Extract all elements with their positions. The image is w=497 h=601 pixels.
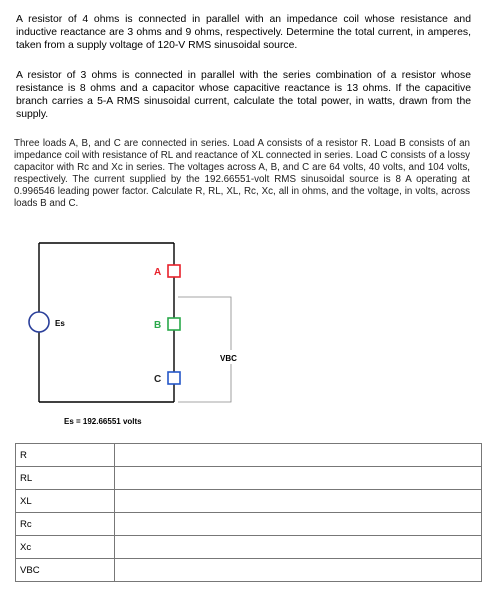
- load-c-box: [168, 372, 180, 384]
- table-row: [16, 467, 482, 490]
- load-b-box: [168, 318, 180, 330]
- problem-2-text: A resistor of 3 ohms is connected in parallel with the series combination of a resistor whose resistance is 8 ohms and a capacitor whose capacitive reactance is 13 ohms. If the capacitive branch carries a 5-A RMS sinusoidal current, calculate the total power, in watts, drawn from the supply.: [16, 70, 471, 120]
- load-a-box: [168, 265, 180, 277]
- load-a-label: A: [154, 267, 162, 278]
- answer-label: Xc: [16, 536, 115, 559]
- answer-label: Rc: [16, 513, 115, 536]
- answer-label: XL: [16, 490, 115, 513]
- problem-3-text: Three loads A, B, and C are connected in series. Load A consists of a resistor R. Load B consists of an impedance coil with resistance of RL and reactance of XL connected in series. Load C consists of a lossy capacitor with Rc and Xc in series. The voltages across A, B, and C are 64 volts, 40 volts, and 104 volts, respectively. The current supplied by the 192.66551-volt RMS sinusoidal source is 8 A operating at 0.996546 leading power factor. Calculate R, RL, XL, Rc, Xc, all in ohms, and the voltage, in volts, across loads B and C.: [14, 138, 470, 209]
- source-label: Es: [55, 319, 65, 328]
- table-row: [16, 490, 482, 513]
- answer-label: R: [16, 444, 115, 467]
- answer-cell[interactable]: [115, 559, 482, 582]
- answer-label: RL: [16, 467, 115, 490]
- answer-cell[interactable]: [115, 444, 482, 467]
- load-c-label: C: [154, 374, 162, 385]
- voltage-source-icon: [29, 312, 49, 332]
- source-value-label: Es = 192.66551 volts: [64, 417, 142, 426]
- answer-cell[interactable]: [115, 536, 482, 559]
- answer-label: VBC: [16, 559, 115, 582]
- table-row: [16, 513, 482, 536]
- answer-table: [15, 443, 482, 582]
- vbc-label: VBC: [220, 354, 237, 363]
- table-row: [16, 536, 482, 559]
- answer-cell[interactable]: [115, 513, 482, 536]
- table-row: [16, 444, 482, 467]
- vbc-bracket: [178, 297, 231, 402]
- problem-1-text: A resistor of 4 ohms is connected in parallel with an impedance coil whose resistance and inductive reactance are 3 ohms and 9 ohms, respectively. Determine the total current, in amperes, taken from a supply voltage of 120-V RMS sinusoidal source.: [16, 14, 471, 51]
- load-b-label: B: [154, 320, 162, 331]
- answer-cell[interactable]: [115, 467, 482, 490]
- table-row: [16, 559, 482, 582]
- answer-cell[interactable]: [115, 490, 482, 513]
